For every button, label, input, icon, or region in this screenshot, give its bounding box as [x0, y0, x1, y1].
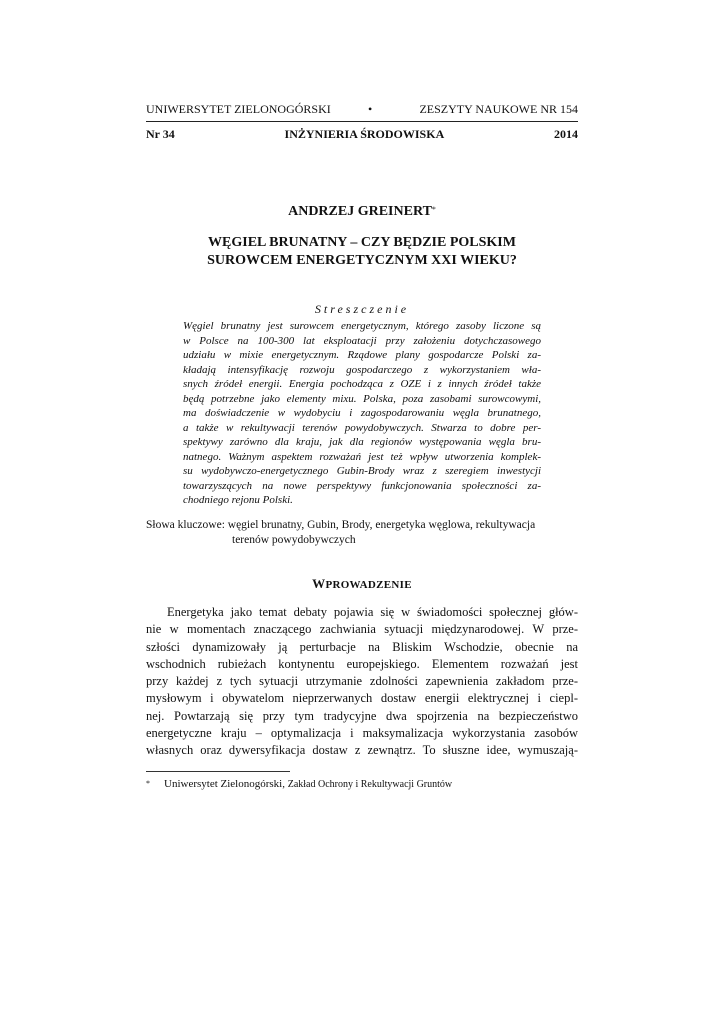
title-line: SUROWCEM ENERGETYCZNYM XXI WIEKU? — [207, 253, 517, 268]
footnote-unit: Zakład Ochrony i Rekultywacji Gruntów — [287, 779, 453, 790]
body-line: przy każdej z tych sytuacji utrzymanie zdolności zapewnienia zakładom prze- — [146, 674, 578, 689]
abstract-line: chodniego rejonu Polski. — [183, 494, 293, 506]
abstract-text — [183, 319, 541, 508]
abstract-line: a także w rekultywacji terenów powydobywczych. Stwarza to dobre per- — [183, 421, 541, 434]
body-line: nie w momentach znaczącego zachwiania sytuacji międzynarodowej. W prze- — [146, 622, 578, 637]
keywords-line: terenów powydobywczych — [232, 534, 356, 546]
running-header — [146, 102, 578, 116]
body-line: energetyczne kraju – optymalizacja i maksymalizacja wykorzystania zasobów — [146, 726, 578, 741]
abstract-line: ma doświadczenie w wydobyciu i zagospodarowaniu węgla brunatnego, — [183, 407, 541, 419]
footnote-text — [164, 778, 452, 791]
issue-number: Nr 34 — [146, 127, 175, 141]
keywords — [146, 518, 578, 548]
keywords-line: Słowa kluczowe: węgiel brunatny, Gubin, Brody, energetyka węglowa, rekultywacja — [146, 519, 536, 531]
abstract-line: będą potrzebne jako elementy mixu. Polska, poza zasobami surowcowymi, — [183, 392, 541, 405]
heading-initial: W — [312, 576, 326, 591]
abstract-line: Węgiel brunatny jest surowcem energetycznym, którego zasoby liczone są — [183, 320, 541, 332]
article-title — [146, 234, 578, 270]
title-line: WĘGIEL BRUNATNY – CZY BĘDZIE POLSKIM — [208, 235, 516, 250]
abstract-line: towarzyszących na nowe perspektywy funkcjonowania społeczności za- — [183, 479, 541, 492]
footnote-mark: * — [146, 779, 150, 788]
author-footnote-mark: * — [431, 205, 436, 214]
body-line: szłości dynamizowały ją perturbacje na Bliskim Wschodzie, obecnie na — [146, 639, 578, 654]
abstract-line: snych źródeł energii. Energia pochodząca z OZE i z innych źródeł także — [183, 378, 541, 390]
header-bullet: • — [368, 102, 373, 116]
body-line: wschodnich rubieżach kontynentu europejskiego. Elementem rozważań jest — [146, 656, 578, 671]
body-paragraph — [146, 604, 578, 760]
body-line: Energetyka jako temat debaty pojawia się w świadomości społecznej głów- — [167, 605, 578, 619]
abstract-line: spektywy zarówno dla kraju, jak dla regionów występowania węgla bru- — [183, 436, 541, 448]
publication-year: 2014 — [553, 127, 578, 141]
abstract-heading: Streszczenie — [314, 302, 410, 316]
abstract-line: natnego. Ważnym aspektem rozważań jest też wpływ utworzenia komplek- — [183, 450, 541, 463]
journal-name: ZESZYTY NAUKOWE NR 154 — [419, 102, 578, 116]
heading-rest: PROWADZENIE — [325, 579, 412, 591]
abstract-line: udziału w mixie energetycznym. Rządowe plany gospodarcze Polski za- — [183, 349, 541, 361]
body-line: własnych oraz dywersyfikacja dostaw z zewnątrz. To słuszne idee, wymuszają- — [146, 743, 578, 758]
author-text: ANDRZEJ GREINERT — [288, 204, 432, 219]
section-heading-introduction — [146, 577, 578, 592]
body-line: nej. Powtarzają się przy tym tradycyjne dwa spojrzenia na bezpieczeństwo — [146, 708, 578, 723]
abstract-line: w Polsce na 100-300 lat eksploatacji przy założeniu dotychczasowego — [183, 334, 541, 347]
abstract-line: kładają intensyfikację rozwoju gospodarczego z wykorzystaniem wła- — [183, 363, 541, 376]
header-rule — [146, 121, 578, 122]
university-name: UNIWERSYTET ZIELONOGÓRSKI — [146, 102, 331, 116]
footnote-rule — [146, 771, 290, 772]
series-name: INŻYNIERIA ŚRODOWISKA — [284, 127, 445, 141]
series-header — [146, 127, 578, 141]
footnote-institution: Uniwersytet Zielonogórski, — [164, 778, 285, 790]
body-line: mysłowym i obywatelom nieprzerwanych dostaw energii elektrycznej i ciepl- — [146, 691, 578, 706]
abstract-line: su wydobywczo-energetycznego Gubin-Brody wraz z szeregiem inwestycji — [183, 465, 541, 477]
author-name — [146, 204, 578, 220]
